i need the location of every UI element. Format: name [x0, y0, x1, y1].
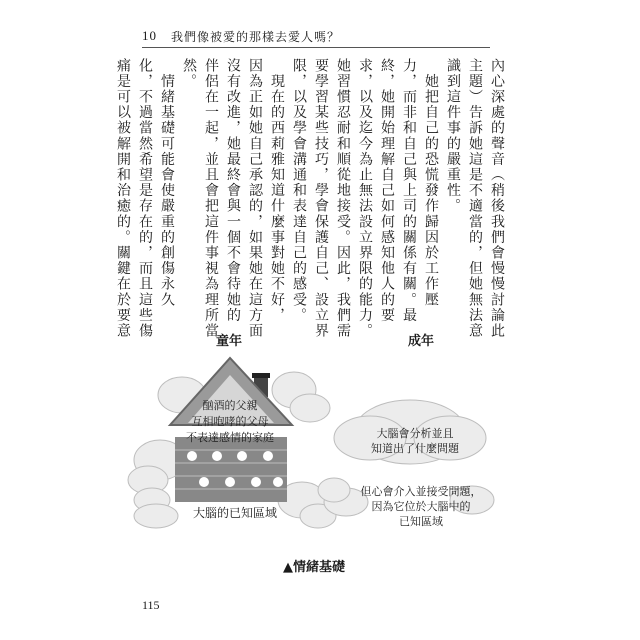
chapter-title: 我們像被愛的那樣去愛人嗎？ — [171, 29, 341, 44]
text-column-6: 終，她開始理解自己如何感知他人的要 — [379, 58, 395, 324]
roof-line-2: 互相咆哮的父母 — [191, 415, 269, 428]
header-rule — [142, 47, 490, 48]
text-column-15: 然。 — [181, 58, 197, 90]
page-number: 115 — [142, 598, 160, 612]
text-column-3: 識到這件事的嚴重性。 — [445, 58, 461, 214]
text-column-13: 沒有改進，她最終會與一個不會待她的 — [225, 58, 241, 324]
house-wall — [175, 437, 287, 502]
house-caption: 大腦的已知區域 — [192, 506, 277, 520]
text-column-2: 主題）告訴她這是不適當的，但她無法意 — [467, 58, 483, 339]
text-column-1: 內心深處的聲音（稍後我們會慢慢討論此 — [489, 58, 505, 339]
text-column-11: 現在的西莉雅知道什麼事對她不好， — [269, 58, 285, 324]
roof-line-1: 酗酒的父親 — [202, 399, 258, 412]
bottom-text-line-3: 已知區域 — [399, 515, 443, 528]
text-column-4: 她把自己的恐慌發作歸因於工作壓 — [423, 58, 439, 308]
text-column-18: 痛是可以被解開和治癒的。關鍵在於要意 — [115, 58, 131, 339]
childhood-label: 童年 — [216, 334, 243, 349]
text-column-8: 她習慣忍耐和順從地接受。因此，我們需 — [335, 58, 351, 339]
text-column-9: 要學習某些技巧，學會保護自己、設立界 — [313, 58, 329, 339]
cloud-text-line-1: 大腦會分析並且 — [376, 427, 454, 440]
figure-caption: ▲情緒基礎 — [283, 560, 345, 575]
text-column-7: 求，以及迄今為止無法設立界限的能力。 — [357, 58, 373, 339]
vertical-body-text — [112, 58, 507, 339]
text-column-17: 化，不過當然希望是存在的，而且這些傷 — [137, 58, 153, 339]
bottom-text-line-2: 因為它位於大腦中的 — [371, 500, 471, 513]
chapter-number: 10 — [142, 28, 157, 43]
text-column-12: 因為正如她自己承認的，如果她在這方面 — [247, 58, 263, 339]
adulthood-label: 成年 — [408, 334, 435, 349]
emotional-foundation-figure — [120, 320, 520, 565]
text-column-16: 情緒基礎可能會使嚴重的創傷永久 — [159, 58, 175, 308]
text-column-5: 力，而非和自己與上司的關係有關。最 — [401, 58, 417, 324]
text-column-14: 伴侶在一起，並且會把這件事視為理所當 — [203, 58, 219, 339]
cloud-text-line-2: 知道出了什麼問題 — [371, 442, 459, 455]
text-column-10: 限，以及學會溝通和表達自己的感受。 — [291, 58, 307, 324]
bottom-text-line-1: 但心會介入並接受問題， — [360, 485, 482, 498]
roof-line-3: 不表達感情的家庭 — [186, 431, 274, 444]
running-header — [142, 26, 340, 46]
